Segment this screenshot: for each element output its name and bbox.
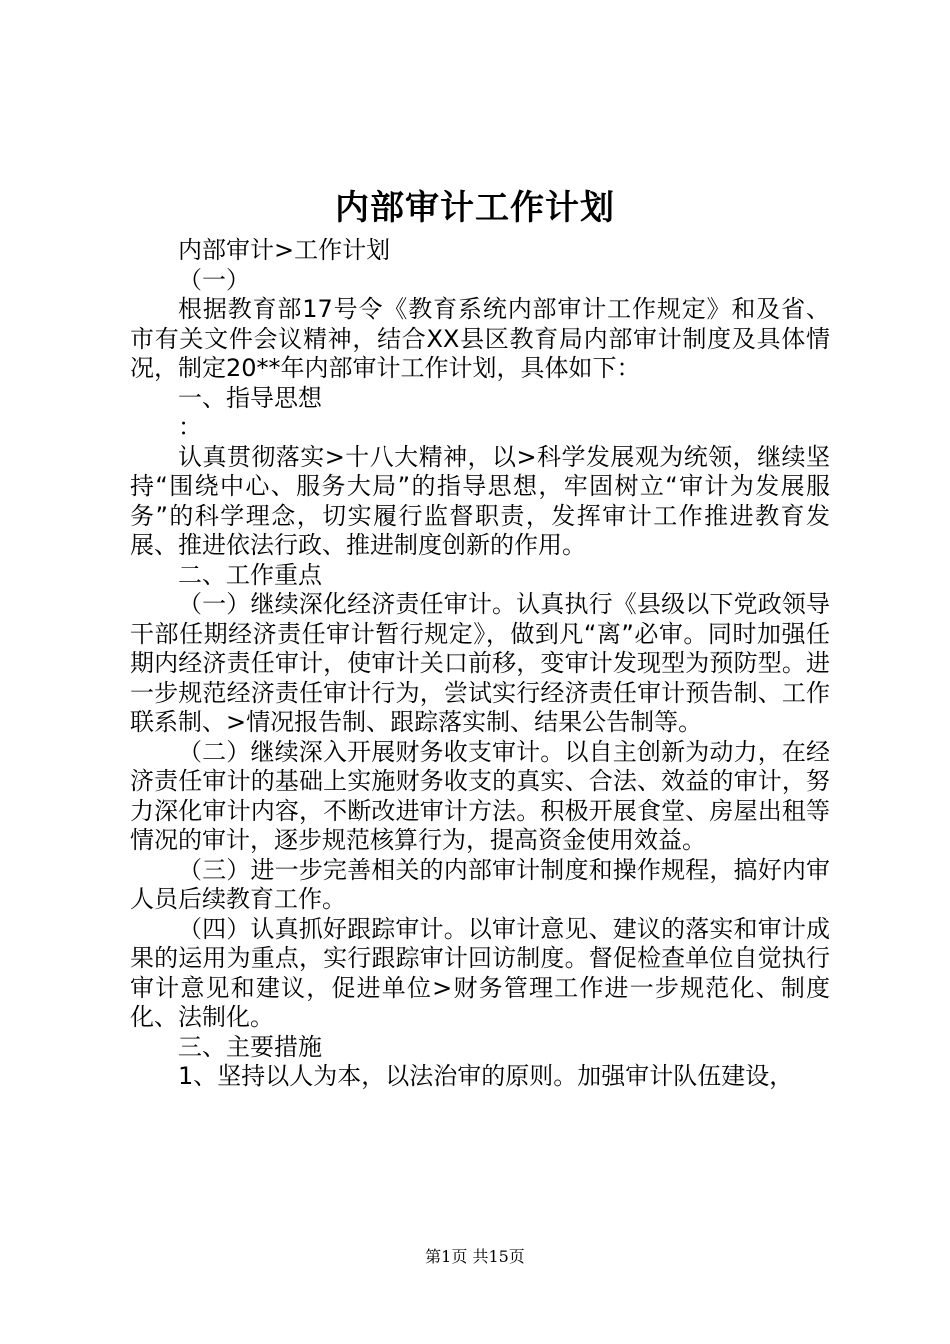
paragraph: ： bbox=[178, 413, 202, 441]
paragraph: （一）继续深化经济责任审计。认真执行《县级以下党政领导干部任期经济责任审计暂行规定》，做到凡“离”必审。同时加强任期内经济责任审计，使审计关口前移，变审计发现型为预防型。进一步规范经济责任审计行为，尝试实行经济责任审计预告制、工作联系制、>情况报告制、跟踪落实制、结果公告制等。 bbox=[130, 590, 830, 736]
paragraph: 1、坚持以人为本，以法治审的原则。加强审计队伍建设， bbox=[178, 1062, 794, 1090]
paragraph: （四）认真抓好跟踪审计。以审计意见、建议的落实和审计成果的运用为重点，实行跟踪审计回访制度。督促检查单位自觉执行审计意见和建议，促进单位>财务管理工作进一步规范化、制度化、法制化。 bbox=[130, 914, 830, 1031]
section-heading: 一、指导思想 bbox=[178, 383, 322, 412]
section-heading: 二、工作重点 bbox=[178, 560, 322, 589]
paragraph: 认真贯彻落实>十八大精神，以>科学发展观为统领，继续坚持“围绕中心、服务大局”的指导思想，牢固树立“审计为发展服务”的科学理念，切实履行监督职责，发挥审计工作推进教育发展、推进依法行政、推进制度创新的作用。 bbox=[130, 442, 830, 559]
section-heading: 三、主要措施 bbox=[178, 1032, 322, 1061]
page-footer: 第1页 共15页 bbox=[425, 1247, 525, 1266]
document-body bbox=[130, 236, 830, 1092]
document-title: 内部审计工作计划 bbox=[335, 188, 615, 228]
paragraph: 内部审计>工作计划 bbox=[178, 236, 391, 264]
paragraph: （三）进一步完善相关的内部审计制度和操作规程，搞好内审人员后续教育工作。 bbox=[130, 855, 830, 913]
paragraph: （二）继续深入开展财务收支审计。以自主创新为动力，在经济责任审计的基础上实施财务收支的真实、合法、效益的审计，努力深化审计内容，不断改进审计方法。积极开展食堂、房屋出租等情况的审计，逐步规范核算行为，提高资金使用效益。 bbox=[130, 737, 830, 854]
paragraph: （一） bbox=[178, 265, 250, 294]
paragraph: 根据教育部17号令《教育系统内部审计工作规定》和及省、市有关文件会议精神，结合XX县区教育局内部审计制度及具体情况，制定20**年内部审计工作计划，具体如下： bbox=[130, 295, 830, 382]
